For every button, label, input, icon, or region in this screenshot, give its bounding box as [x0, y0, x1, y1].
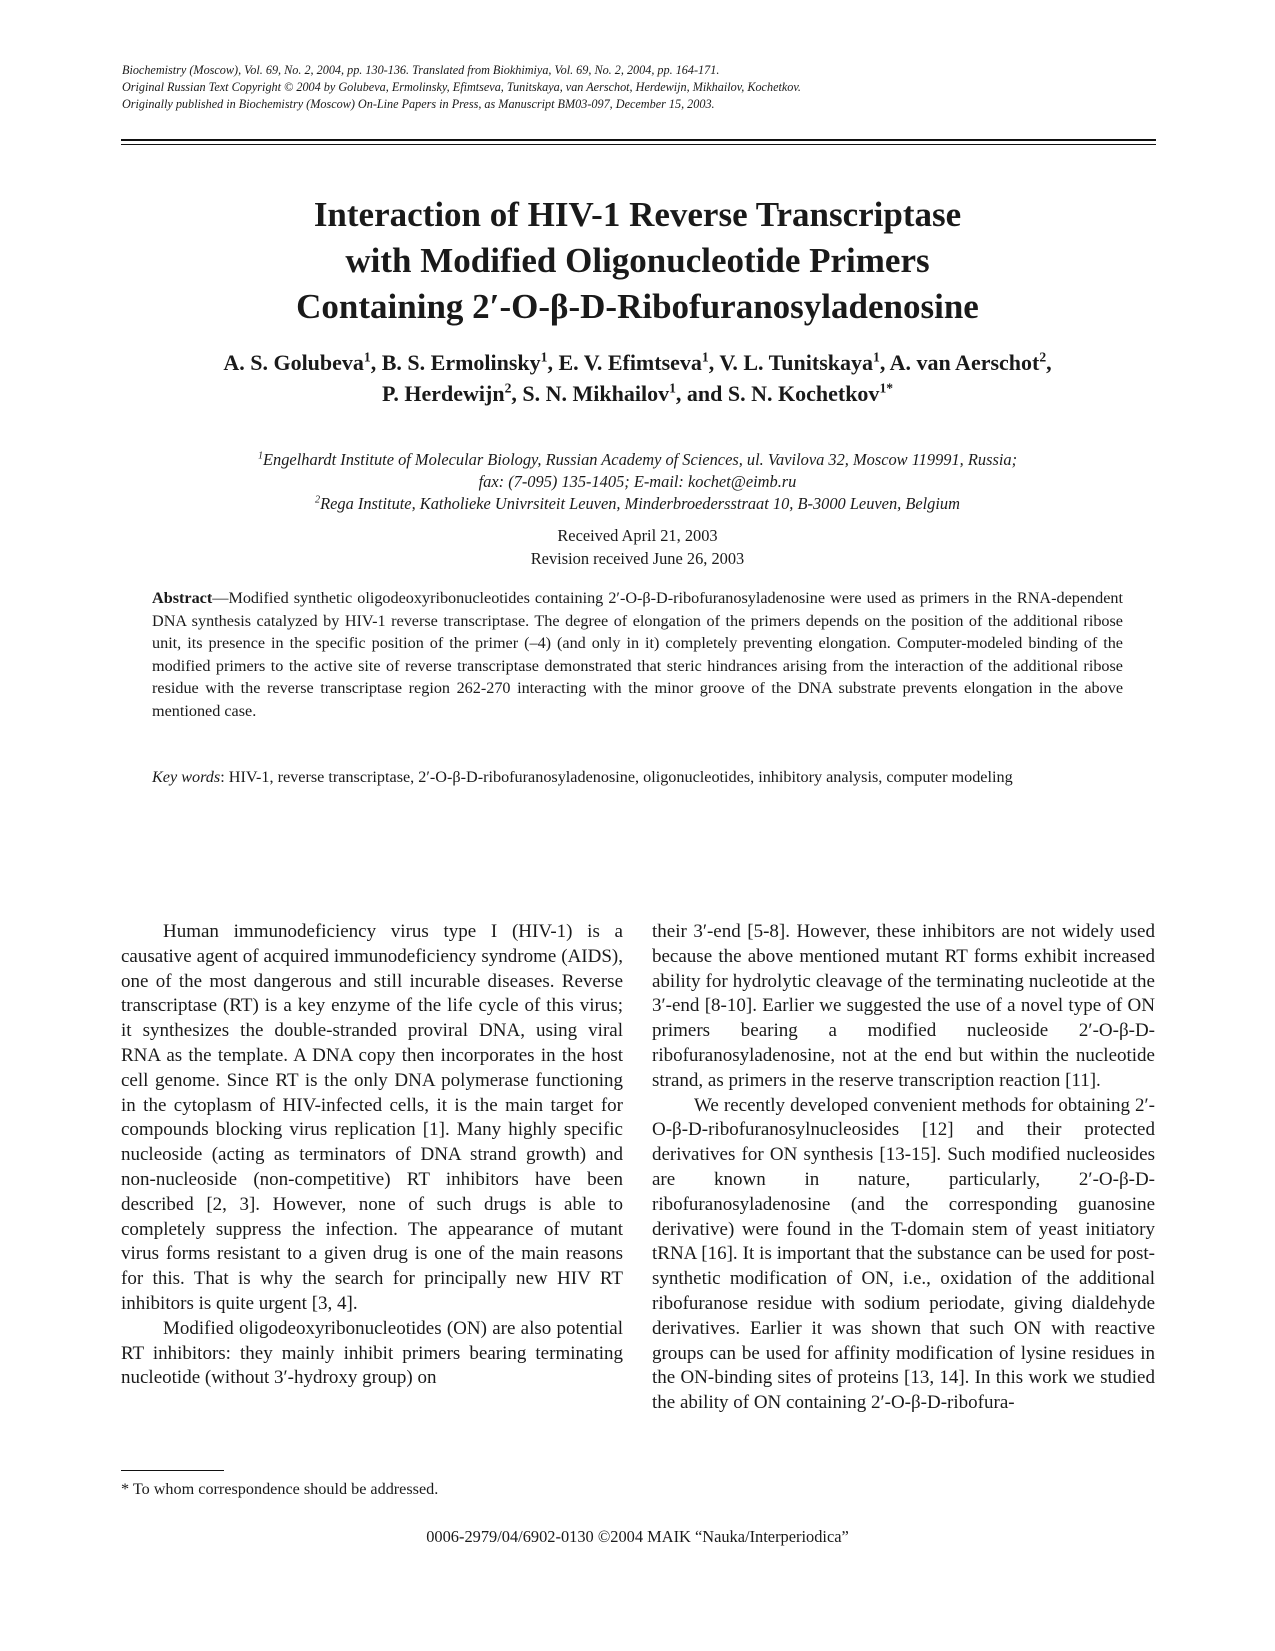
abstract-text: —Modified synthetic oligodeoxyribonucleotides containing 2′-O-β-D-ribofuranosyladenosine were used as primers in the RNA-dependent DNA synthesis catalyzed by HIV-1 reverse transcriptase. The degree of elongation of the primers depends on the position of the additional ribose unit, its presence in the specific position of the primer (–4) (and only in it) completely preventing elongation. Computer-modeled binding of the modified primers to the active site of reverse transcriptase demonstrated that steric hindrances arising from the interaction of the additional ribose residue with the reverse transcriptase region 262-270 interacting with the minor groove of the DNA substrate prevents elongation in the above mentioned case.	[152, 589, 1123, 720]
abstract-label: Abstract	[152, 589, 213, 607]
title-line-1: Interaction of HIV-1 Reverse Transcriptase	[313, 195, 962, 234]
affiliation-1	[140, 449, 1135, 471]
author-name: E. V. Efimtseva	[558, 350, 702, 375]
affiliation-number: 1	[257, 450, 264, 462]
author-affiliation-mark: 1	[873, 349, 880, 365]
author-affiliation-mark: 1*	[879, 380, 894, 396]
copyright-line: 0006-2979/04/6902-0130 ©2004 MAIK “Nauka/Interperiodica”	[426, 1527, 849, 1546]
body-paragraph: their 3′-end [5-8]. However, these inhibitors are not widely used because the above mentioned mutant RT forms exhibit increased ability for hydrolytic cleavage of the terminating nucleotide at the 3′-end [8-10]. Earlier we suggested the use of a novel type of ON primers bearing a modified nucleoside 2′-O-β-D-ribofuranosyladenosine, not at the end but within the nucleotide strand, as primers in the reserve transcription reaction [11].	[652, 921, 1155, 1091]
keywords-text: : HIV-1, reverse transcriptase, 2′-O-β-D-ribofuranosyladenosine, oligonucleotides, inhibitory analysis, computer modeling	[220, 768, 1013, 786]
footnote: * To whom correspondence should be addressed.	[121, 1480, 439, 1498]
author-name: A. S. Golubeva	[223, 350, 364, 375]
body-paragraph: We recently developed convenient methods for obtaining 2′-O-β-D-ribofuranosylnucleosides [12] and their protected derivatives for ON synthesis [13-15]. Such modified nucleosides are known in nature, particularly, 2′-O-β-D-ribofuranosyladenosine (and the corresponding guanosine derivative) were found in the T-domain stem of yeast initiatory tRNA [16]. It is important that the substance can be used for post-synthetic modification of ON, i.e., oxidation of the additional ribofuranose residue with sodium periodate, giving dialdehyde derivatives. Earlier it was shown that such ON with reactive groups can be used for affinity modification of lysine residues in the ON-binding sites of proteins [13, 14]. In this work we studied the ability of ON containing 2′-O-β-D-ribofura-	[652, 1094, 1155, 1414]
affiliation-2-text: Rega Institute, Katholieke Univrsiteit Leuven, Minderbroedersstraat 10, B-3000 Leuven, Belgium	[320, 494, 960, 513]
running-header	[122, 62, 1162, 113]
affiliation-1-text: Engelhardt Institute of Molecular Biology, Russian Academy of Sciences, ul. Vavilova 32, Moscow 119991, Russia;	[263, 450, 1018, 469]
body-paragraph: Modified oligodeoxyribonucleotides (ON) are also potential RT inhibitors: they mainly inhibit primers bearing terminating nucleotide (without 3′-hydroxy group) on	[121, 1317, 623, 1389]
received-date: Received April 21, 2003	[557, 526, 718, 545]
received-dates	[140, 524, 1135, 570]
author-name: B. S. Ermolinsky	[381, 350, 541, 375]
abstract	[152, 587, 1123, 722]
author-separator: ,	[1046, 350, 1052, 375]
author-name: A. van Aerschot	[889, 350, 1040, 375]
revision-date: Revision received June 26, 2003	[530, 549, 745, 568]
affiliation-1-contact: fax: (7-095) 135-1405; E-mail: kochet@eimb.ru	[478, 472, 797, 491]
title-line-2: with Modified Oligonucleotide Primers	[345, 241, 930, 280]
author-line-1	[140, 347, 1135, 378]
author-separator: ,	[370, 350, 382, 375]
keywords-label: Key words	[152, 768, 221, 786]
footnote-rule	[121, 1470, 224, 1471]
author-separator: , and	[675, 381, 728, 406]
header-line-1: Biochemistry (Moscow), Vol. 69, No. 2, 2004, pp. 130-136. Translated from Biokhimiya, Vol. 69, No. 2, 2004, pp. 164-171.	[122, 63, 720, 77]
author-separator: ,	[547, 350, 559, 375]
author-affiliation-mark: 1	[540, 349, 548, 365]
author-separator: ,	[879, 350, 890, 375]
header-line-2: Original Russian Text Copyright © 2004 by Golubeva, Ermolinsky, Efimtseva, Tunitskaya, van Aerschot, Herdewijn, Mikhailov, Kochetkov.	[122, 80, 801, 94]
author-list	[140, 347, 1135, 409]
header-rule-thick	[121, 139, 1156, 141]
author-affiliation-mark: 1	[363, 349, 371, 365]
body-column-left	[121, 920, 623, 1391]
header-line-3: Originally published in Biochemistry (Moscow) On-Line Papers in Press, as Manuscript BM03-097, December 15, 2003.	[122, 97, 715, 111]
author-name: V. L. Tunitskaya	[719, 350, 874, 375]
author-separator: ,	[708, 350, 720, 375]
title-line-3: Containing 2′-O-β-D-Ribofuranosyladenosine	[296, 287, 979, 326]
author-separator: ,	[511, 381, 523, 406]
article-title	[140, 192, 1135, 330]
author-affiliation-mark: 2	[504, 380, 512, 396]
author-affiliation-mark: 1	[701, 349, 709, 365]
affiliation-2	[140, 493, 1135, 515]
author-name: P. Herdewijn	[381, 381, 505, 406]
affiliations	[140, 449, 1135, 515]
keywords	[152, 766, 1123, 789]
header-rule-thin	[121, 144, 1156, 145]
affiliation-number: 2	[315, 494, 321, 506]
body-paragraph: Human immunodeficiency virus type I (HIV-1) is a causative agent of acquired immunodeficiency syndrome (AIDS), one of the most dangerous and still incurable diseases. Reverse transcriptase (RT) is a key enzyme of the life cycle of this virus; it synthesizes the double-stranded proviral DNA, using viral RNA as the template. A DNA copy then incorporates in the host cell genome. Since RT is the only DNA polymerase functioning in the cytoplasm of HIV-infected cells, it is the main target for compounds blocking virus replication [1]. Many highly specific nucleoside (acting as terminators of DNA strand growth) and non-nucleoside (non-competitive) RT inhibitors have been described [2, 3]. However, none of such drugs is able to completely suppress the infection. The appearance of mutant virus forms resistant to a given drug is one of the main reasons for this. That is why the search for principally new HIV RT inhibitors is quite urgent [3, 4].	[121, 921, 623, 1314]
author-name: S. N. Kochetkov	[727, 381, 880, 406]
author-affiliation-mark: 2	[1039, 349, 1047, 365]
author-line-2	[140, 378, 1135, 409]
author-name: S. N. Mikhailov	[522, 381, 670, 406]
body-column-right	[652, 920, 1155, 1416]
author-affiliation-mark: 1	[669, 380, 676, 396]
